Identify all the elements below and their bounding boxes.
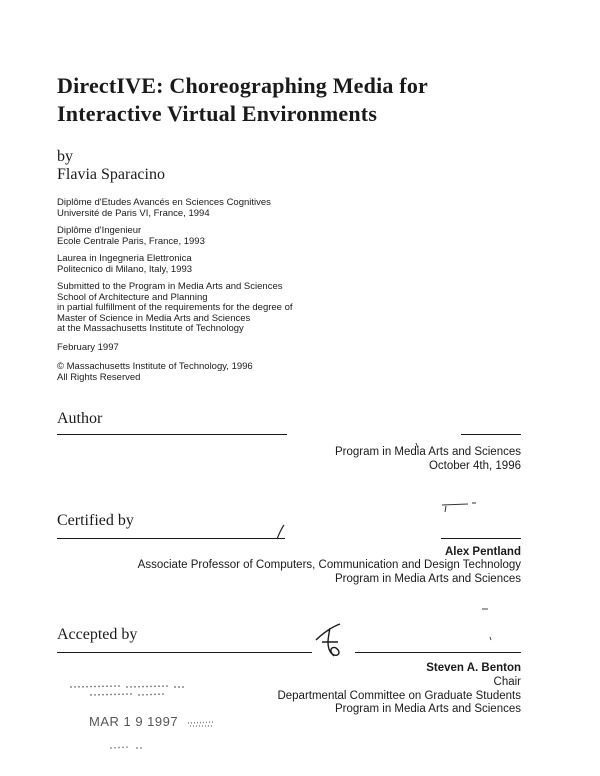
thesis-title-line-1: DirectIVE: Choreographing Media for: [57, 73, 428, 98]
accepted-signature-line: [57, 652, 312, 653]
certified-signature-line: [57, 538, 285, 539]
degree-3: Laurea in Ingegneria Elettronica Politecnico di Milano, Italy, 1993: [57, 253, 193, 275]
signature-mark: [438, 500, 478, 514]
submission-date: February 1997: [57, 342, 119, 353]
pen-mark: [480, 605, 496, 645]
author-signature-line-right: [461, 434, 521, 435]
submission-statement: Submitted to the Program in Media Arts and Sciences School of Architecture and Planning in partial fulfillment of the requirements for the degree of Master of Science in Media Arts and Sciences at the Massachusetts Institute of Technology: [57, 281, 293, 334]
certified-signature-label: Certified by: [57, 512, 134, 529]
author-signature-line: [57, 434, 287, 435]
acceptor-name: Steven A. Benton: [426, 662, 521, 674]
accepted-signature-label: Accepted by: [57, 626, 138, 643]
accepted-signature-line-right: [355, 652, 521, 653]
acceptor-title: Chair Departmental Committee on Graduate Students Program in Media Arts and Sciences: [277, 676, 521, 715]
benton-signature: [310, 618, 350, 660]
certifier-title: Associate Professor of Computers, Communication and Design Technology Program in Media Arts and Sciences: [137, 559, 521, 585]
stamp-smudge: [108, 740, 148, 750]
library-stamp-date: MAR 1 9 1997: [89, 714, 179, 729]
degree-2: Diplôme d'Ingenieur Ecole Centrale Paris, France, 1993: [57, 225, 205, 247]
certifier-name: Alex Pentland: [444, 546, 521, 558]
stamp-smudge: [187, 716, 217, 730]
certified-signature-line-right: [441, 538, 521, 539]
thesis-title-line-2: Interactive Virtual Environments: [57, 101, 378, 126]
author-signature-label: Author: [57, 410, 103, 427]
signature-mark: [274, 524, 288, 540]
author-program: Program in Media Arts and Sciences October 4th, 1996: [334, 446, 521, 472]
author-name: Flavia Sparacino: [57, 166, 165, 183]
degree-1: Diplôme d'Etudes Avancés en Sciences Cognitives Université de Paris VI, France, 1994: [57, 197, 271, 219]
library-stamp-text: [70, 682, 190, 702]
by-label: by: [57, 148, 73, 165]
copyright: © Massachusetts Institute of Technology, 1996 All Rights Reserved: [57, 361, 253, 383]
pen-mark: [414, 437, 422, 445]
